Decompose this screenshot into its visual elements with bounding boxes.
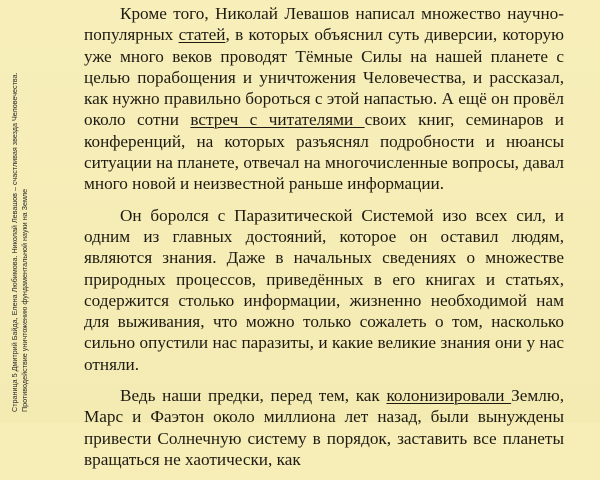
paragraph-2: Он боролся с Паразитической Системой изо всех сил, и одним из главных достояний, которое он оставил людям, являются знания. Даже в начальных сведениях о множестве природных процессов, приведённых в его книгах и статьях, содержится столько информации, жизненно необходимой нам для выживания, что можно только сожалеть о том, насколько сильно опустили нас паразиты, и какие великие знания они у нас отняли. [84, 205, 564, 374]
paragraph-3 [84, 385, 564, 470]
paragraph-3-text-a: Ведь наши предки, перед тем, как [120, 386, 387, 406]
link-colonized[interactable]: колонизировали [386, 386, 512, 406]
paragraph-1-text-b: , в которых объяснил суть диверсии, которую уже много веков проводят Тёмные Силы на нашей планете с целью порабощения и уничтожения Человечества, и рассказал, как нужно правильно бороться с этой напастью. А ещё он провёл около сотни [84, 25, 564, 130]
link-reader-meetings[interactable]: встреч с читателями [190, 110, 365, 130]
side-caption [10, 12, 50, 412]
body-text [84, 3, 564, 480]
paragraph-3-text-b: Землю, Марс и Фаэтон около миллиона лет назад, были вынуждены привести Солнечную систему в порядок, заставить все планеты вращаться не хаотически, как [84, 386, 564, 469]
paragraph-1-text-a: Кроме того, Николай Левашов написал множество научно-популярных [84, 4, 564, 45]
link-articles[interactable]: статей [178, 25, 226, 45]
paragraph-1 [84, 3, 564, 195]
paragraph-1-text-c: своих книг, семинаров и конференций, на которых разъяснял подробности и нюансы ситуации на планете, отвечал на многочисленные вопросы, давал много новой и неизвестной раньше информации. [84, 110, 564, 194]
side-caption-line-2: Противодействие уничтожению фундаментальной науки на Земле [20, 188, 29, 412]
side-caption-line-1: Страница 5 Дмитрий Байда, Елена Любимова. Николай Левашов – счастливая звезда Человечества. [10, 72, 19, 412]
